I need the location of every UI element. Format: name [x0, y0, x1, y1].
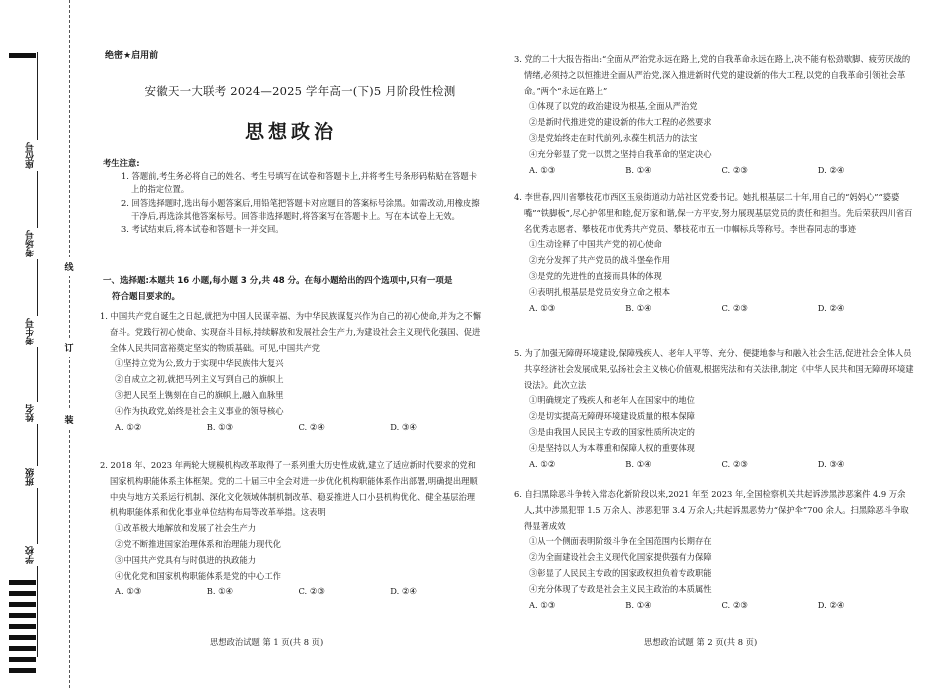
statement-option: ②是新时代推进党的建设新的伟大工程的必然要求	[529, 117, 712, 128]
statement-option: ①改革极大地解放和发展了社会生产力	[115, 523, 257, 534]
statement-option: ①明确规定了残疾人和老年人在国家中的地位	[529, 395, 695, 406]
statement-option: ②党不断推进国家治理体系和治理能力现代化	[115, 538, 281, 549]
cut-mark-staple: 装	[62, 410, 76, 429]
statement-option: ②自成立之初,就把马列主义写到自己的旗帜上	[115, 374, 284, 385]
choice-c: C. ②④	[298, 421, 325, 432]
field-name: 姓名	[24, 402, 48, 424]
choice-c: C. ②③	[721, 458, 748, 469]
statement-option: ④充分体现了专政是社会主义民主政治的本质属性	[529, 583, 712, 594]
binding-bars-top	[9, 53, 36, 64]
answer-choices	[100, 420, 482, 436]
question-6	[514, 487, 914, 613]
choice-d: D. ②④	[390, 586, 417, 597]
statement-option: ④优化党和国家机构职能体系是党的中心工作	[115, 570, 281, 581]
choice-c: C. ②③	[721, 599, 748, 610]
answer-choices	[514, 301, 914, 317]
statement-option: ③是由我国人民民主专政的国家性质所决定的	[529, 426, 695, 437]
field-school: 学校	[24, 544, 48, 566]
statement-option: ④充分彰显了党一以贯之坚持自我革命的坚定决心	[529, 148, 712, 159]
section-heading	[103, 274, 481, 305]
notice-item: 2. 回答选择题时,选出每小题答案后,用铅笔把答题卡对应题目的答案标号涂黑。如需改动,用橡皮擦干净后,再选涂其他答案标号。回答非选择题时,将答案写在答题卡上。写在本试卷上无效。	[121, 197, 480, 221]
answer-choices	[514, 457, 914, 473]
choice-a: A. ①③	[529, 302, 556, 313]
page-footer: 思想政治试题 第 2 页(共 8 页)	[644, 637, 758, 647]
field-candidate-number: 考生号	[24, 316, 48, 347]
binding-bar	[9, 646, 36, 651]
binding-bar	[9, 635, 36, 640]
answer-choices	[514, 163, 914, 179]
choice-c: C. ②③	[298, 586, 325, 597]
statement-option: ③把人民至上镌刻在自己的旗帜上,融入血脉里	[115, 389, 284, 400]
question-5	[514, 346, 914, 472]
cut-mark-bind: 订	[62, 338, 76, 357]
choice-a: A. ①③	[115, 586, 142, 597]
cut-mark-line: 线	[62, 257, 76, 276]
choice-a: A. ①③	[529, 599, 556, 610]
statement-option: ④表明扎根基层是党员安身立命之根本	[529, 286, 671, 297]
choice-b: B. ①③	[206, 421, 233, 432]
statement-option: ③中国共产党具有与时俱进的执政能力	[115, 554, 257, 565]
question-stem: 5. 为了加强无障碍环境建设,保障残疾人、老年人平等、充分、便捷地参与和融入社会生活,促进社会全体人员共享经济社会发展成果,弘扬社会主义核心价值观,根据宪法和有关法律,制定《中华人民共和国无障碍环境建设法》。此次立法	[514, 348, 914, 390]
binding-bar	[9, 591, 36, 596]
statement-option: ①生动诠释了中国共产党的初心使命	[529, 239, 662, 250]
choice-c: C. ②③	[721, 302, 748, 313]
candidate-notice	[103, 157, 481, 236]
field-exam-room: 考场号	[24, 228, 48, 259]
binding-bar	[9, 624, 36, 629]
statement-option: ②充分发挥了共产党员的战斗堡垒作用	[529, 255, 671, 266]
field-seat-number: 座位号	[24, 140, 48, 171]
choice-b: B. ①④	[625, 599, 652, 610]
exam-title: 安徽天一大联考 2024—2025 学年高一(下)5 月阶段性检测	[144, 84, 456, 98]
subject-title: 思想政治	[244, 121, 337, 143]
binding-bar	[9, 657, 36, 662]
statement-option: ②为全面建设社会主义现代化国家提供强有力保障	[529, 552, 712, 563]
statement-option: ①从一个侧面表明阶级斗争在全国范围内长期存在	[529, 536, 712, 547]
choice-a: A. ①②	[115, 421, 142, 432]
choice-c: C. ②③	[721, 164, 748, 175]
choice-d: D. ③④	[390, 421, 417, 432]
binding-strip	[0, 0, 100, 688]
page-footer: 思想政治试题 第 1 页(共 8 页)	[210, 637, 324, 647]
question-stem: 1. 中国共产党自诞生之日起,就把为中国人民谋幸福、为中华民族谋复兴作为自己的初心使命,并为之不懈奋斗。党践行初心使命、实现奋斗目标,持续解放和发展社会生产力,为建设社会主义现代化强国、促进全体人民共同富裕奠定坚实的物质基础。可见,中国共产党	[100, 311, 481, 353]
question-stem: 3. 党的二十大报告指出:“全面从严治党永远在路上,党的自我革命永远在路上,决不能有松劲歇脚、疲劳厌战的情绪,必须持之以恒推进全面从严治党,深入推进新时代党的建设新的伟大工程,以党的自我革命引领社会革命。”两个“永远在路上”	[514, 54, 911, 96]
choice-d: D. ②④	[817, 599, 845, 610]
section-heading-line: 符合题目要求的。	[112, 291, 181, 302]
binding-bar	[9, 580, 36, 585]
notice-item: 3. 考试结束后,将本试卷和答题卡一并交回。	[121, 224, 284, 235]
statement-option: ②是切实提高无障碍环境建设质量的根本保障	[529, 411, 695, 422]
section-heading-line: 一、选择题:本题共 16 小题,每小题 3 分,共 48 分。在每小题给出的四个选项中,只有一项是	[103, 276, 453, 286]
choice-a: A. ①③	[529, 164, 556, 175]
question-stem: 4. 李世春,四川省攀枝花市西区玉泉街道动力站社区党委书记。她扎根基层二十年,用自己的“妈妈心”“婆婆嘴”“铁脚板”,尽心护邻里和睦,促万家和谐,保一方平安,努力展现基层党员的责任和担当。先后荣获四川省百名优秀志愿者、攀枝花市优秀共产党员、攀枝花市五一巾帼标兵等称号。李世春同志的事迹	[514, 192, 913, 234]
choice-b: B. ①④	[625, 164, 652, 175]
choice-d: D. ③④	[817, 458, 845, 469]
question-stem: 6. 自扫黑除恶斗争转入常态化新阶段以来,2021 年至 2023 年,全国检察机关共起诉涉黑涉恶案件 4.9 万余人,其中涉黑犯罪 1.5 万余人、涉恶犯罪 3.4 万余人;共起诉黑恶势力“保护伞”700 余人。扫黑除恶斗争取得显著成效	[514, 489, 909, 531]
notice-item: 1. 答题前,考生务必将自己的姓名、考生号填写在试卷和答题卡上,并将考生号条形码粘贴在答题卡上的指定位置。	[121, 171, 478, 195]
statement-option: ④是坚持以人为本尊重和保障人权的重要体现	[529, 442, 695, 453]
answer-choices	[100, 584, 482, 600]
choice-d: D. ②④	[817, 302, 845, 313]
binding-bars-bottom	[9, 580, 36, 679]
answer-choices	[514, 598, 914, 614]
choice-b: B. ①④	[625, 302, 652, 313]
choice-b: B. ①④	[206, 586, 233, 597]
statement-option: ③是党的先进性的直接而具体的体现	[529, 270, 662, 281]
question-1	[100, 309, 482, 435]
question-stem: 2. 2018 年、2023 年两轮大规模机构改革取得了一系列重大历史性成就,建立了适应新时代要求的党和国家机构职能体系主体框架。党的二十届三中全会对进一步优化机构职能体系作出部署,明确提出理顺中央与地方关系运行机制、深化文化领域体制机制改革、稳妥推进人口小县机构优化、健全基层治理机构职能体系和优化事业单位结构布局等改革举措。这表明	[100, 460, 478, 518]
statement-option: ④作为执政党,始终是社会主义事业的领导核心	[115, 405, 284, 416]
binding-bar	[9, 53, 36, 58]
choice-d: D. ②④	[817, 164, 845, 175]
binding-bar	[9, 668, 36, 673]
question-4	[514, 190, 914, 316]
secret-mark: 绝密★启用前	[105, 51, 159, 61]
question-2	[100, 458, 482, 600]
statement-option: ①坚持立党为公,致力于实现中华民族伟大复兴	[115, 358, 284, 369]
choice-b: B. ①④	[625, 458, 652, 469]
binding-bar	[9, 613, 36, 618]
binding-bar	[9, 602, 36, 607]
field-class: 班级	[24, 466, 48, 488]
statement-option: ③彰显了人民民主专政的国家政权担负着专政职能	[529, 567, 712, 578]
statement-option: ③是党始终走在时代前列,永葆生机活力的法宝	[529, 132, 698, 143]
question-3	[514, 52, 914, 178]
notice-title: 考生注意:	[103, 158, 140, 168]
statement-option: ①体现了以党的政治建设为根基,全面从严治党	[529, 101, 698, 112]
choice-a: A. ①②	[529, 458, 556, 469]
